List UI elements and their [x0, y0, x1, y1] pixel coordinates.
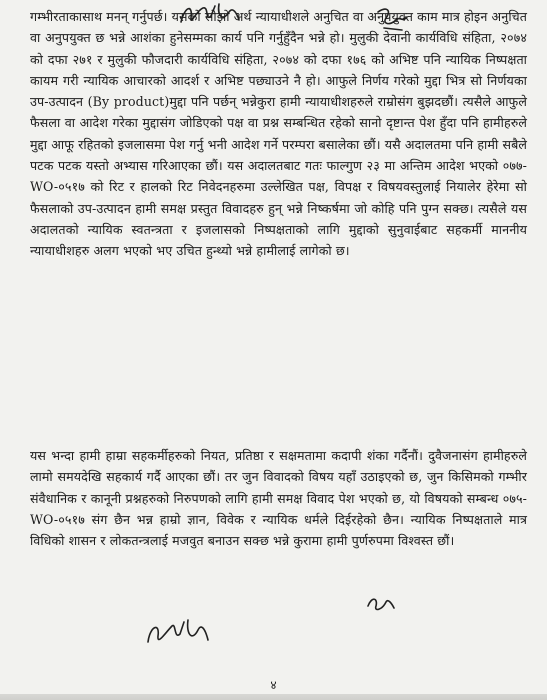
body-paragraph-1: गम्भीरताकासाथ मनन् गर्नुपर्छ। यसको सोझो अर्थ न्यायाधीशले अनुचित वा अनुपयुक्त काम मात्र होइन अनुचित वा अनुपयुक्त छ भन्ने आशंका हुनेसम्मका कार्य पनि गर्नुहुँदैन भन्ने हो। मुलुकी देवानी कार्यविधि संहिता, २०७४ को दफा २७१ र मुलुकी फौजदारी कार्यविधि संहिता, २०७४ को दफा १७६ को अभिष्ट पनि न्यायिक निष्पक्षता कायम गरी न्यायिक आचारको आदर्श र अभिष्ट पछ्याउने नै हो। आफुले निर्णय गरेको मुद्दा भित्र सो निर्णयका उप-उत्पादन (By product)मुद्दा पनि पर्छन् भन्नेकुरा हामी न्यायाधीशहरुले राम्रोसंग बुझदछौं। त्यसैले आफुले फैसला वा आदेश गरेका मुद्दासंग जोडिएको पक्ष वा प्रश्न सम्बन्धित रहेको सानो दृष्टान्त पेश हुँदा पनि हामीहरुले मुद्दा आफू रहितको इजलासमा पेश गर्नु भनी आदेश गर्ने परम्परा बसालेका छौं। यसै अदालतमा पनि हामी सबैले पटक पटक यस्तो अभ्यास गरिआएका छौं। यस अदालतबाट गतः फाल्गुण २३ मा अन्तिम आदेश भएको ०७७-WO-०५१७ को रिट र हालको रिट निवेदनहरुमा उल्लेखित पक्ष, विपक्ष र विषयवस्तुलाई नियालेर हेरेमा सो फैसलाको उप-उत्पादन हामी समक्ष प्रस्तुत विवादहरु हुन् भन्ने निष्कर्षमा जो कोहि पनि पुग्न सक्छ। त्यसैले यस अदालतको न्यायिक स्वतन्त्रता र इजलासको निष्पक्षताको लागि मुद्दाको सुनुवाईबाट सहकर्मी माननीय न्यायाधीशहरु अलग भएको भए उचित हुन्थ्यो भन्ने हामीलाई लागेको छ।	[30, 9, 527, 259]
body-paragraph-2: यस भन्दा हामी हाम्रा सहकर्मीहरुको नियत, प्रतिष्ठा र सक्षमतामा कदापी शंका गर्दैनौं। दुवैजनासंग हामीहरुले लामो समयदेखि सहकार्य गर्दै आएका छौं। तर जुन विवादको विषय यहाँ उठाइएको छ, जुन किसिमको गम्भीर संवैधानिक र कानूनी प्रश्नहरुको निरुपणको लागि हामी समक्ष विवाद पेश भएको छ, यो विषयको सम्बन्ध ०७५-WO-०५१७ संग छैन भन्न हाम्रो ज्ञान, विवेक र न्यायिक धर्मले दिईरहेको छैन। न्यायिक निष्पक्षताले मात्र विधिको शासन र लोकतन्त्रलाई मजवुत बनाउन सक्छ भन्ने कुरामा हामी पुर्णरुपमा विश्वस्त छौं।	[30, 448, 527, 549]
signature-bottom-left	[142, 612, 212, 654]
page-bottom-edge	[0, 694, 547, 700]
initial-right	[364, 592, 398, 616]
page-number: ४	[270, 678, 277, 692]
